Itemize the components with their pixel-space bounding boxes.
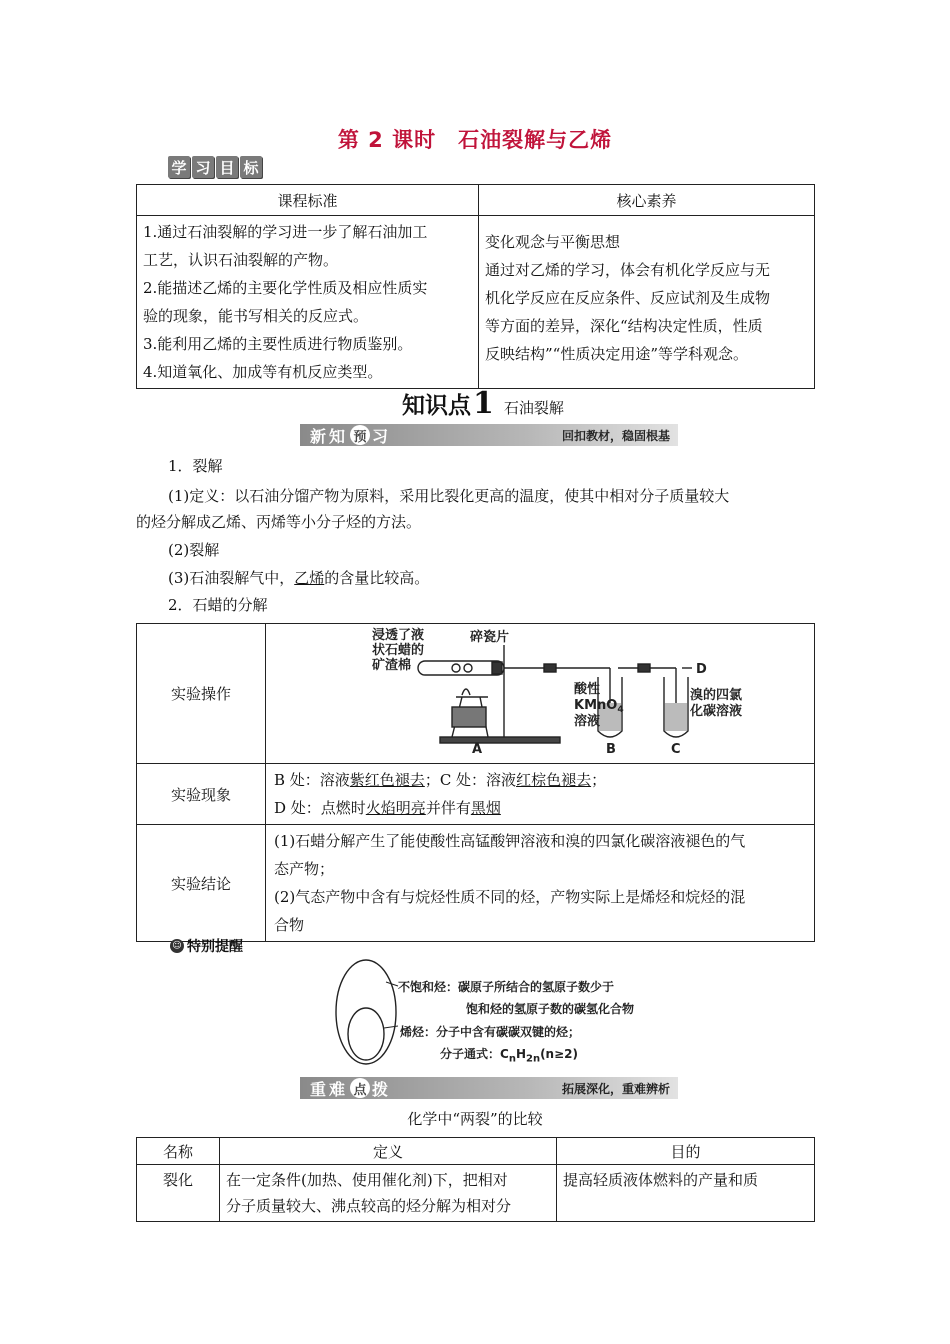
venn-outer-text: 不饱和烃：碳原子所结合的氢原子数少于 xyxy=(398,980,615,994)
standards-cell xyxy=(137,216,479,389)
banner-circle-char: 点 xyxy=(350,1078,370,1098)
banner-tagline: 回扣教材，稳固根基 xyxy=(561,428,670,443)
answer-b: 紫红色褪去 xyxy=(349,771,425,789)
row-label-conclusion: 实验结论 xyxy=(137,825,266,942)
label-bromine: 溴的四氯 xyxy=(690,687,743,703)
literacy-cell xyxy=(479,216,815,389)
reminder-label: 特别提醒 xyxy=(187,939,243,955)
porcelain-chip xyxy=(452,664,460,672)
text-span: 并伴有 xyxy=(425,799,471,817)
literacy-line: 反映结构”“性质决定用途”等学科观念。 xyxy=(485,345,749,363)
banner-key-points xyxy=(300,1077,678,1099)
knowledge-point-number: 1 xyxy=(473,386,494,421)
knowledge-point-topic: 石油裂解 xyxy=(503,399,564,417)
literacy-line: 机化学反应在反应条件、反应试剂及生成物 xyxy=(485,289,771,307)
standards-line: 验的现象，能书写相关的反应式。 xyxy=(143,307,369,325)
definition-line: 的烃分解成乙烯、丙烯等小分子烃的方法。 xyxy=(136,513,422,531)
label-porcelain: 碎瓷片 xyxy=(470,629,510,645)
answer-d1: 火焰明亮 xyxy=(365,799,426,817)
banner-char: 拨 xyxy=(372,1079,392,1099)
header-literacy: 核心素养 xyxy=(479,185,815,216)
literacy-line: 等方面的差异，深化“结构决定性质，性质 xyxy=(485,317,763,335)
label-a: A xyxy=(472,741,483,757)
row-label-phenomenon: 实验现象 xyxy=(137,764,266,825)
header-name: 名称 xyxy=(137,1138,220,1165)
phenomenon-line xyxy=(274,794,806,822)
badge-char: 目 xyxy=(216,156,238,178)
header-purpose: 目的 xyxy=(557,1138,815,1165)
porcelain-chip xyxy=(464,664,472,672)
banner-char: 难 xyxy=(329,1079,349,1099)
heating-block xyxy=(452,707,486,727)
apparatus-cell xyxy=(266,624,815,764)
venn-formula xyxy=(440,1045,578,1064)
label-kmno4: KMnO$_4$ xyxy=(574,697,624,715)
banner-char: 知 xyxy=(329,426,349,446)
section-heading: 1．裂解 xyxy=(168,457,223,475)
cracking-item: (2)裂解 xyxy=(168,541,220,559)
venn-outer-text: 饱和烃的氢原子数的碳氢化合物 xyxy=(466,1002,635,1016)
label-bromine: 化碳溶液 xyxy=(690,703,743,719)
label-c: C xyxy=(671,741,681,757)
tube-a xyxy=(418,661,504,675)
text-span: H xyxy=(515,1047,526,1061)
banner-char: 习 xyxy=(372,426,392,446)
standards-line: 1.通过石油裂解的学习进一步了解石油加工 xyxy=(143,223,428,241)
standards-table xyxy=(136,184,815,389)
definition-line: 在一定条件(加热、使用催化剂)下，把相对 xyxy=(226,1171,508,1189)
conclusion-cell xyxy=(266,825,815,942)
bromine-solution xyxy=(665,703,687,731)
stand-base xyxy=(440,737,560,743)
objectives-badge xyxy=(168,156,262,178)
label-mineral-wool: 状石蜡的 xyxy=(372,642,425,658)
conclusion-line: (1)石蜡分解产生了能使酸性高锰酸钾溶液和溴的四氯化碳溶液褪色的气 xyxy=(274,832,746,850)
header-definition: 定义 xyxy=(220,1138,557,1165)
rubber-joint xyxy=(638,664,650,672)
conclusion-line: 合物 xyxy=(274,916,305,934)
label-mineral-wool: 浸透了液 xyxy=(372,627,425,643)
text-span: D 处：点燃时 xyxy=(274,799,366,817)
badge-char: 标 xyxy=(240,156,262,178)
row-name: 裂化 xyxy=(137,1165,220,1222)
definition-line: 分子质量较大、沸点较高的烃分解为相对分 xyxy=(226,1197,512,1215)
reminder-icon: ☺ xyxy=(170,939,184,953)
text-span: B 处：溶液 xyxy=(274,771,350,789)
text-span: ； xyxy=(591,771,607,789)
rubber-joint xyxy=(544,664,556,672)
header-standards: 课程标准 xyxy=(137,185,479,216)
literacy-line: 变化观念与平衡思想 xyxy=(485,233,621,251)
special-reminder xyxy=(170,936,243,956)
text-span: 的含量比较高。 xyxy=(324,569,430,587)
banner-circle-char: 预 xyxy=(350,425,370,445)
venn-inner-text: 烯烃：分子中含有碳碳双键的烃； xyxy=(400,1025,581,1039)
text-span: ；C 处：溶液 xyxy=(424,771,517,789)
subscript: n xyxy=(508,1053,516,1065)
row-definition xyxy=(220,1165,557,1222)
text-span: 分子通式：C xyxy=(440,1047,509,1061)
phenomenon-line xyxy=(274,766,806,794)
standards-line: 工艺，认识石油裂解的产物。 xyxy=(143,251,339,269)
badge-char: 习 xyxy=(192,156,214,178)
text-span: (n≥2) xyxy=(540,1047,578,1061)
standards-line: 3.能利用乙烯的主要性质进行物质鉴别。 xyxy=(143,335,413,353)
row-purpose: 提高轻质液体燃料的产量和质 xyxy=(557,1165,815,1222)
literacy-line: 通过对乙烯的学习，体会有机化学反应与无 xyxy=(485,261,771,279)
label-kmno4: 溶液 xyxy=(574,713,601,729)
banner-tagline: 拓展深化，重难辨析 xyxy=(561,1081,670,1096)
answer-d2: 黑烟 xyxy=(470,799,501,817)
outer-ellipse xyxy=(336,960,396,1064)
banner-char: 重 xyxy=(310,1079,330,1099)
standards-line: 4.知道氧化、加成等有机反应类型。 xyxy=(143,363,383,381)
knowledge-point-heading xyxy=(402,386,564,421)
banner-char: 新 xyxy=(310,426,330,446)
cracking-gas-line xyxy=(168,565,429,591)
text-span: (3)石油裂解气中， xyxy=(168,569,295,587)
answer-ethylene: 乙烯 xyxy=(294,569,325,587)
phenomenon-cell xyxy=(266,764,815,825)
standards-line: 2.能描述乙烯的主要化学性质及相应性质实 xyxy=(143,279,428,297)
label-b: B xyxy=(606,741,616,757)
inner-ellipse xyxy=(348,1008,384,1060)
answer-c: 红棕色褪去 xyxy=(516,771,592,789)
subscript: 2n xyxy=(525,1053,541,1065)
flame xyxy=(462,689,470,695)
label-kmno4: 酸性 xyxy=(574,681,601,697)
knowledge-point-label: 知识点 xyxy=(402,393,471,419)
conclusion-line: 态产物； xyxy=(274,860,335,878)
banner-preview xyxy=(300,424,678,446)
comparison-caption: 化学中“两裂”的比较 xyxy=(407,1110,543,1128)
label-mineral-wool: 矿渣棉 xyxy=(372,657,412,673)
row-label-operation: 实验操作 xyxy=(137,624,266,764)
pointer-line xyxy=(384,1026,398,1028)
apparatus-diagram xyxy=(266,625,814,763)
label-d: D xyxy=(696,661,707,677)
stopper xyxy=(492,662,502,674)
comparison-table xyxy=(136,1137,815,1222)
badge-char: 学 xyxy=(168,156,190,178)
conclusion-line: (2)气态产物中含有与烷烃性质不同的烃，产物实际上是烯烃和烷烃的混 xyxy=(274,888,746,906)
page-title: 第 2 课时 石油裂解与乙烯 xyxy=(337,128,613,152)
experiment-table xyxy=(136,623,815,942)
section-heading: 2．石蜡的分解 xyxy=(168,596,268,614)
definition-line: (1)定义：以石油分馏产物为原料，采用比裂化更高的温度，使其中相对分子质量较大 xyxy=(168,487,730,505)
